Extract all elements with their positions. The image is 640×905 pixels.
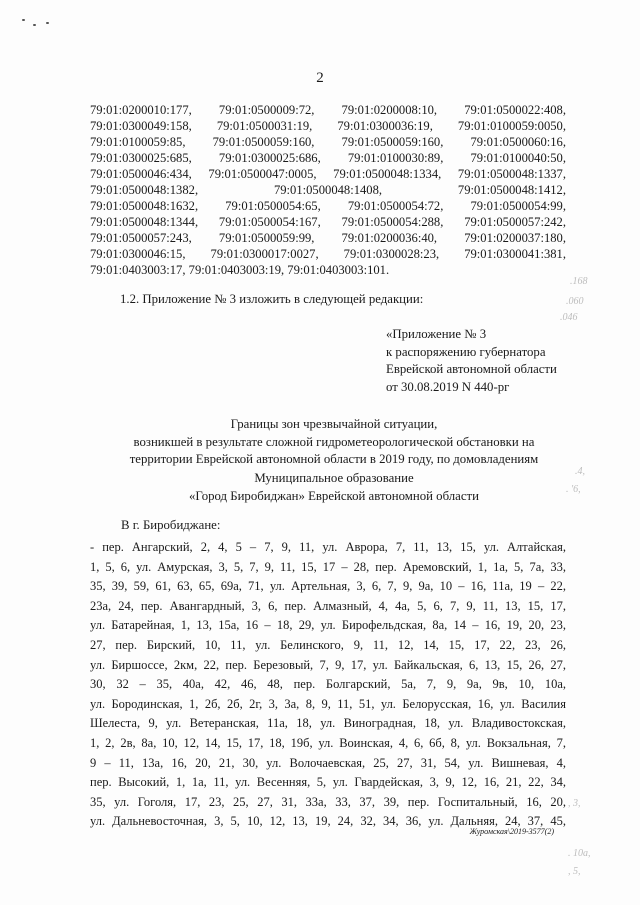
- page-number: 2: [316, 70, 324, 86]
- cadastral-line: 79:01:0500057:243, 79:01:0500059:99, 79:01:0200036:40, 79:01:0200037:180,: [90, 231, 566, 245]
- city-heading: В г. Биробиджане:: [121, 518, 221, 532]
- cadastral-line: 79:01:0500046:434, 79:01:0500047:0005, 79:01:0500048:1334, 79:01:0500048:1337,: [90, 167, 566, 181]
- title-line-2: возникшей в результате сложной гидрометеорологической обстановки на: [133, 435, 535, 449]
- address-line: ул. Батарейная, 1, 13, 15а, 16 – 18, 29, ул. Бирофельдская, 8а, 14 – 16, 19, 20, 23,: [90, 618, 566, 633]
- bleed-through-mark: .168: [570, 276, 588, 287]
- address-line: 1, 2, 2в, 8а, 10, 12, 14, 15, 17, 18, 19б, ул. Воинская, 4, 6, 6б, 8, ул. Вокзальная, 7,: [90, 735, 566, 750]
- bleed-through-mark: , 3,: [568, 798, 581, 809]
- address-line: - пер. Ангарский, 2, 4, 5 – 7, 9, 11, ул. Аврора, 7, 11, 13, 15, ул. Алтайская,: [90, 540, 566, 554]
- municipality-line-1: Муниципальное образование: [254, 471, 414, 485]
- cadastral-line: 79:01:0403003:17, 79:01:0403003:19, 79:01:0403003:101.: [90, 263, 390, 277]
- address-line: 23а, 24, пер. Авангардный, 3, 6, пер. Алмазный, 4, 4а, 5, 6, 7, 9, 11, 13, 15, 17,: [90, 598, 566, 613]
- title-line-1: Границы зон чрезвычайной ситуации,: [230, 417, 438, 431]
- appendix-line-2: к распоряжению губернатора: [386, 345, 546, 359]
- title-line-3: территории Еврейской автономной области в 2019 году, по домовладениям: [129, 452, 539, 466]
- cadastral-line: 79:01:0500048:1382, 79:01:0500048:1408, 79:01:0500048:1412,: [90, 183, 566, 197]
- address-line: 9 – 11, 13а, 16, 20, 21, 30, ул. Волочаевская, 25, 27, 31, 54, ул. Вишневая, 4,: [90, 755, 566, 770]
- scan-speck: [46, 22, 49, 24]
- footer-note: Журомская\2019-3577(2): [469, 827, 554, 836]
- scan-speck: [33, 24, 36, 26]
- address-line: ул. Биршоссе, 2км, 22, пер. Березовый, 7, 9, 17, ул. Байкальская, 6, 13, 15, 26, 27,: [90, 657, 566, 672]
- cadastral-line: 79:01:0200010:177, 79:01:0500009:72, 79:01:0200008:10, 79:01:0500022:408,: [90, 103, 566, 117]
- address-line: 35, 39, 59, 61, 63, 65, 69а, 71, ул. Артельная, 3, 6, 7, 9, 9а, 10 – 16, 11а, 19 – 22,: [90, 579, 566, 594]
- cadastral-line: 79:01:0100059:85, 79:01:0500059:160, 79:01:0500059:160, 79:01:0500060:16,: [90, 135, 566, 149]
- cadastral-line: 79:01:0300046:15, 79:01:0300017:0027, 79:01:0300028:23, 79:01:0300041:381,: [90, 247, 566, 261]
- bleed-through-mark: .060: [566, 296, 584, 307]
- cadastral-line: 79:01:0300049:158, 79:01:0500031:19, 79:01:0300036:19, 79:01:0100059:0050,: [90, 119, 566, 133]
- address-line: ул. Дальневосточная, 3, 5, 10, 12, 13, 19, 24, 32, 34, 36, ул. Дальняя, 24, 37, 45,: [90, 814, 566, 829]
- municipality-line-2: «Город Биробиджан» Еврейской автономной области: [189, 489, 479, 503]
- appendix-line-3: Еврейской автономной области: [386, 362, 557, 376]
- bleed-through-mark: . 10а,: [568, 848, 591, 859]
- appendix-line-1: «Приложение № 3: [386, 327, 487, 341]
- addresses-list: [90, 538, 566, 832]
- scan-speck: [22, 19, 25, 21]
- cadastral-line: 79:01:0500048:1344, 79:01:0500054:167, 79:01:0500054:288, 79:01:0500057:242,: [90, 215, 566, 229]
- address-line: 30, 32 – 35, 40а, 42, 46, 48, пер. Болгарский, 5а, 7, 9, 9а, 9в, 10, 10а,: [90, 677, 566, 692]
- address-line: 1, 5, 6, ул. Амурская, 3, 5, 7, 9, 11, 15, 17 – 28, пер. Аремовский, 1, 1а, 5, 7а, 33,: [90, 559, 566, 574]
- cadastral-line: 79:01:0500048:1632, 79:01:0500054:65, 79:01:0500054:72, 79:01:0500054:99,: [90, 199, 566, 213]
- appendix-line-4: от 30.08.2019 N 440-рг: [386, 380, 510, 394]
- bleed-through-mark: , 5,: [568, 866, 581, 877]
- cadastral-line: 79:01:0300025:685, 79:01:0300025:686, 79:01:0100030:89, 79:01:0100040:50,: [90, 151, 566, 165]
- bleed-through-mark: .046: [560, 312, 578, 323]
- address-line: 35, ул. Гоголя, 17, 23, 25, 27, 31, 33а, 33, 37, 39, пер. Госпитальный, 16, 20,: [90, 794, 566, 809]
- address-line: Шелеста, 9, ул. Ветеранская, 11а, 18, ул. Виноградная, 18, ул. Владивостокская,: [90, 716, 566, 731]
- bleed-through-mark: .4,: [575, 466, 585, 477]
- address-line: пер. Высокий, 1, 1а, 11, ул. Весенняя, 5, ул. Гвардейская, 3, 9, 12, 16, 21, 22, 34,: [90, 775, 566, 790]
- item-1-2: 1.2. Приложение № 3 изложить в следующей редакции:: [120, 292, 424, 306]
- address-line: ул. Бородинская, 1, 2б, 2б, 2г, 3, 3а, 8, 9, 11, 51, ул. Белорусская, 16, ул. Василия: [90, 696, 566, 711]
- address-line: 27, пер. Бирский, 10, 11, ул. Белинского, 9, 11, 12, 14, 15, 17, 22, 23, 26,: [90, 637, 566, 652]
- bleed-through-mark: . '6,: [566, 484, 581, 495]
